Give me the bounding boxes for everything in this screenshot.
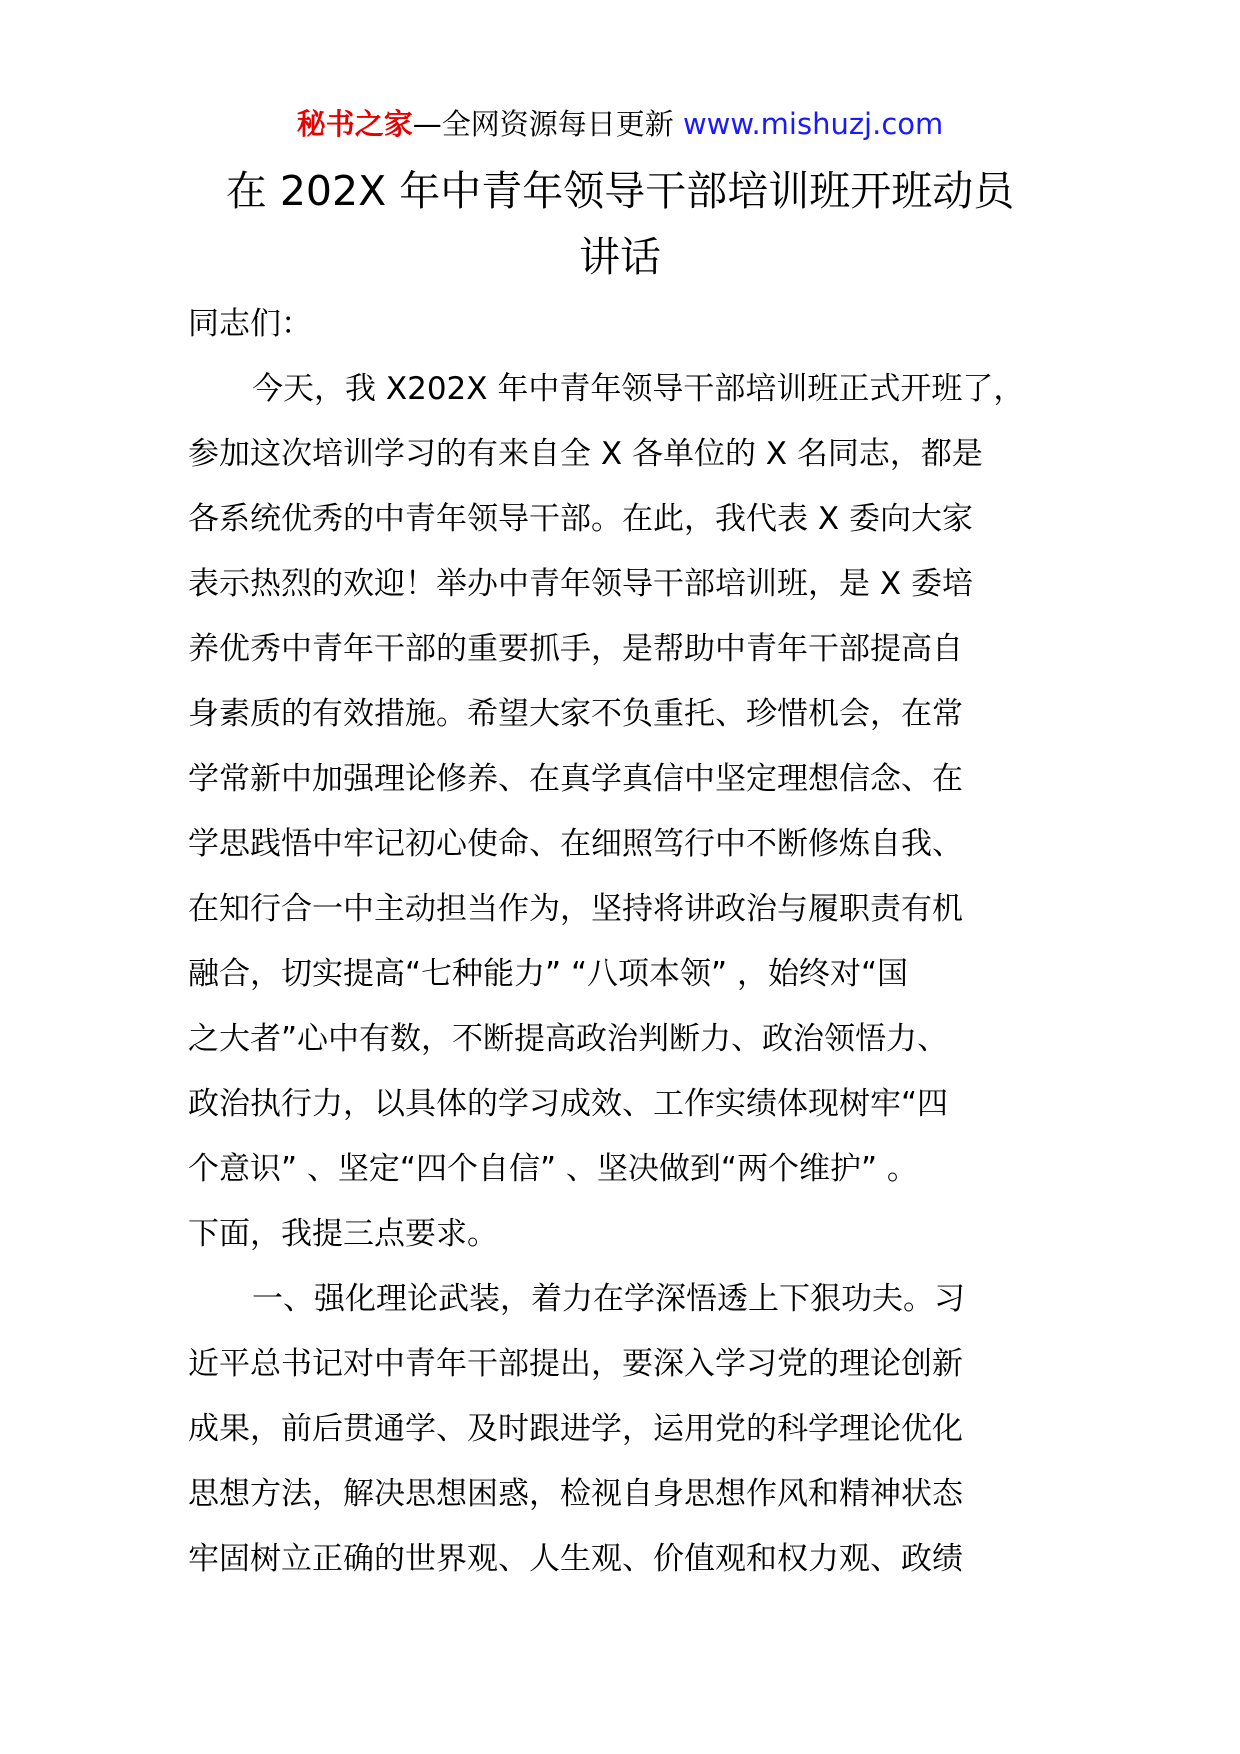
body-line: 养优秀中青年干部的重要抓手，是帮助中青年干部提高自	[188, 631, 963, 667]
body-line: 今天，我 X202X 年中青年领导干部培训班正式开班了，	[252, 371, 1025, 407]
salutation: 同志们：	[188, 306, 312, 342]
body-line: 政治执行力，以具体的学习成效、工作实绩体现树牢“四	[188, 1086, 949, 1122]
document-title	[150, 158, 1090, 290]
body-line: 成果，前后贯通学、及时跟进学，运用党的科学理论优化	[188, 1411, 963, 1447]
header-tagline: —全网资源每日更新	[412, 107, 683, 141]
document-title-line-2: 讲话	[579, 233, 661, 281]
body-line: 融合，切实提高“七种能力” “八项本领” ，始终对“国	[188, 956, 909, 992]
body-line: 思想方法，解决思想困惑，检视自身思想作风和精神状态	[188, 1476, 963, 1512]
body-line: 个意识” 、坚定“四个自信” 、坚决做到“两个维护” 。	[188, 1151, 918, 1187]
body-line: 下面，我提三点要求。	[188, 1216, 498, 1252]
brand-name: 秘书之家	[296, 107, 413, 141]
body-line: 学思践悟中牢记初心使命、在细照笃行中不断修炼自我、	[188, 826, 963, 862]
body-line: 近平总书记对中青年干部提出，要深入学习党的理论创新	[188, 1346, 963, 1382]
body-line: 参加这次培训学习的有来自全 X 各单位的 X 名同志，都是	[188, 436, 983, 472]
document-body	[188, 292, 1098, 1592]
body-line: 之大者”心中有数，不断提高政治判断力、政治领悟力、	[188, 1021, 949, 1057]
header-banner	[0, 104, 1240, 144]
document-title-line-1: 在 202X 年中青年领导干部培训班开班动员	[225, 167, 1015, 215]
body-line: 牢固树立正确的世界观、人生观、价值观和权力观、政绩	[188, 1541, 963, 1577]
site-url-link[interactable]: www.mishuzj.com	[682, 107, 944, 141]
body-line: 在知行合一中主动担当作为，坚持将讲政治与履职责有机	[188, 891, 963, 927]
body-line: 各系统优秀的中青年领导干部。在此，我代表 X 委向大家	[188, 501, 973, 537]
body-line: 学常新中加强理论修养、在真学真信中坚定理想信念、在	[188, 761, 963, 797]
body-line: 身素质的有效措施。希望大家不负重托、珍惜机会，在常	[188, 696, 963, 732]
section-heading-line: 一、强化理论武装，着力在学深悟透上下狠功夫。习	[252, 1281, 965, 1317]
body-line: 表示热烈的欢迎！举办中青年领导干部培训班，是 X 委培	[188, 566, 973, 602]
